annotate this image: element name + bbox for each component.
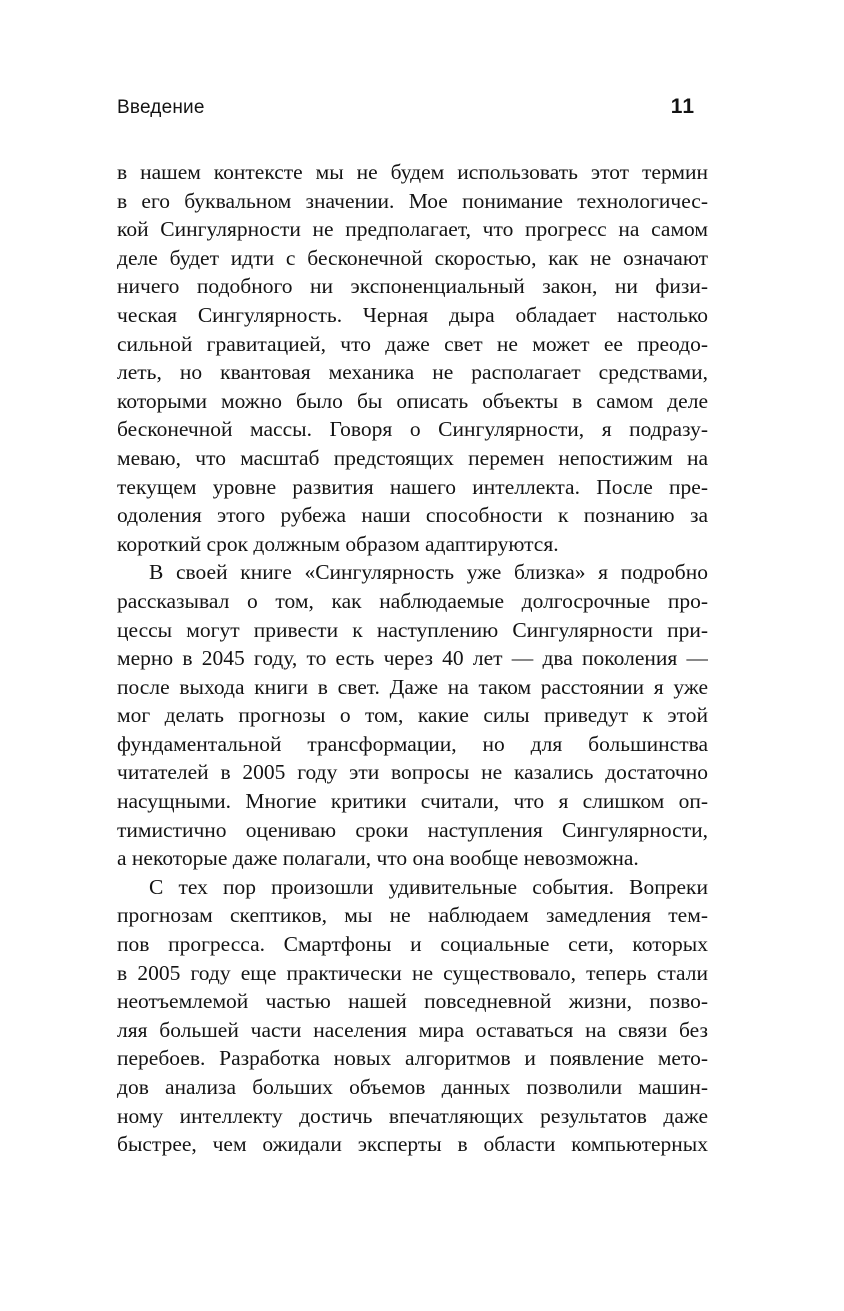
text-line: рассказывал о том, как наблюдаемые долгосрочные про-: [117, 588, 708, 613]
text-line: мерно в 2045 году, то есть через 40 лет — два поколения —: [117, 646, 708, 671]
text-line: С тех пор произошли удивительные события. Вопреки: [149, 874, 708, 899]
text-line: а некоторые даже полагали, что она вообще невозможна.: [117, 846, 639, 871]
text-line: читателей в 2005 году эти вопросы не казались достаточно: [117, 760, 708, 785]
page-number: 11: [670, 95, 695, 118]
text-line: ному интеллекту достичь впечатляющих результатов даже: [117, 1103, 708, 1128]
paragraph: [117, 873, 708, 1159]
page-header: [117, 95, 708, 119]
text-line: после выхода книги в свет. Даже на таком расстоянии я уже: [117, 674, 708, 699]
text-line: фундаментальной трансформации, но для большинства: [117, 731, 708, 756]
text-line: меваю, что масштаб предстоящих перемен непостижим на: [117, 445, 708, 470]
text-line: дов анализа больших объемов данных позволили машин-: [117, 1075, 708, 1099]
text-line: прогнозам скептиков, мы не наблюдаем замедления тем-: [117, 903, 708, 928]
text-line: тимистично оцениваю сроки наступления Сингулярности,: [117, 817, 708, 842]
text-line: которыми можно было бы описать объекты в самом деле: [117, 388, 708, 413]
text-line: кой Сингулярности не предполагает, что прогресс на самом: [117, 217, 708, 242]
paragraph: [117, 558, 708, 873]
text-line: деле будет идти с бесконечной скоростью, как не означают: [117, 245, 708, 270]
text-line: короткий срок должным образом адаптируются.: [117, 531, 559, 556]
text-line: ляя большей части населения мира оставаться на связи без: [117, 1017, 708, 1042]
text-line: в его буквальном значении. Мое понимание технологичес-: [117, 188, 708, 213]
text-line: леть, но квантовая механика не располагает средствами,: [117, 360, 708, 385]
text-line: пов прогресса. Смартфоны и социальные сети, которых: [117, 932, 708, 957]
text-line: сильной гравитацией, что даже свет не может ее преодо-: [117, 331, 708, 356]
text-line: в нашем контексте мы не будем использовать этот термин: [117, 160, 708, 184]
text-line: В своей книге «Сингулярность уже близка» я подробно: [149, 560, 708, 585]
text-line: одоления этого рубежа наши способности к познанию за: [117, 503, 708, 528]
text-column: [117, 158, 708, 1159]
text-line: ничего подобного ни экспоненциальный закон, ни физи-: [117, 274, 708, 299]
running-head-section-title: Введение: [117, 97, 205, 118]
text-line: бесконечной массы. Говоря о Сингулярности, я подразу-: [117, 417, 708, 442]
text-line: ческая Сингулярность. Черная дыра обладает настолько: [117, 302, 708, 327]
text-line: текущем уровне развития нашего интеллекта. После пре-: [117, 474, 708, 499]
text-line: цессы могут привести к наступлению Сингулярности при-: [117, 617, 708, 642]
text-line: перебоев. Разработка новых алгоритмов и появление мето-: [117, 1046, 708, 1071]
text-line: в 2005 году еще практически не существовало, теперь стали: [117, 960, 708, 985]
text-line: быстрее, чем ожидали эксперты в области компьютерных: [117, 1132, 708, 1157]
text-line: мог делать прогнозы о том, какие силы приведут к этой: [117, 703, 708, 728]
text-line: неотъемлемой частью нашей повседневной жизни, позво-: [117, 989, 708, 1014]
paragraph: [117, 158, 708, 558]
text-line: насущными. Многие критики считали, что я слишком оп-: [117, 789, 708, 814]
